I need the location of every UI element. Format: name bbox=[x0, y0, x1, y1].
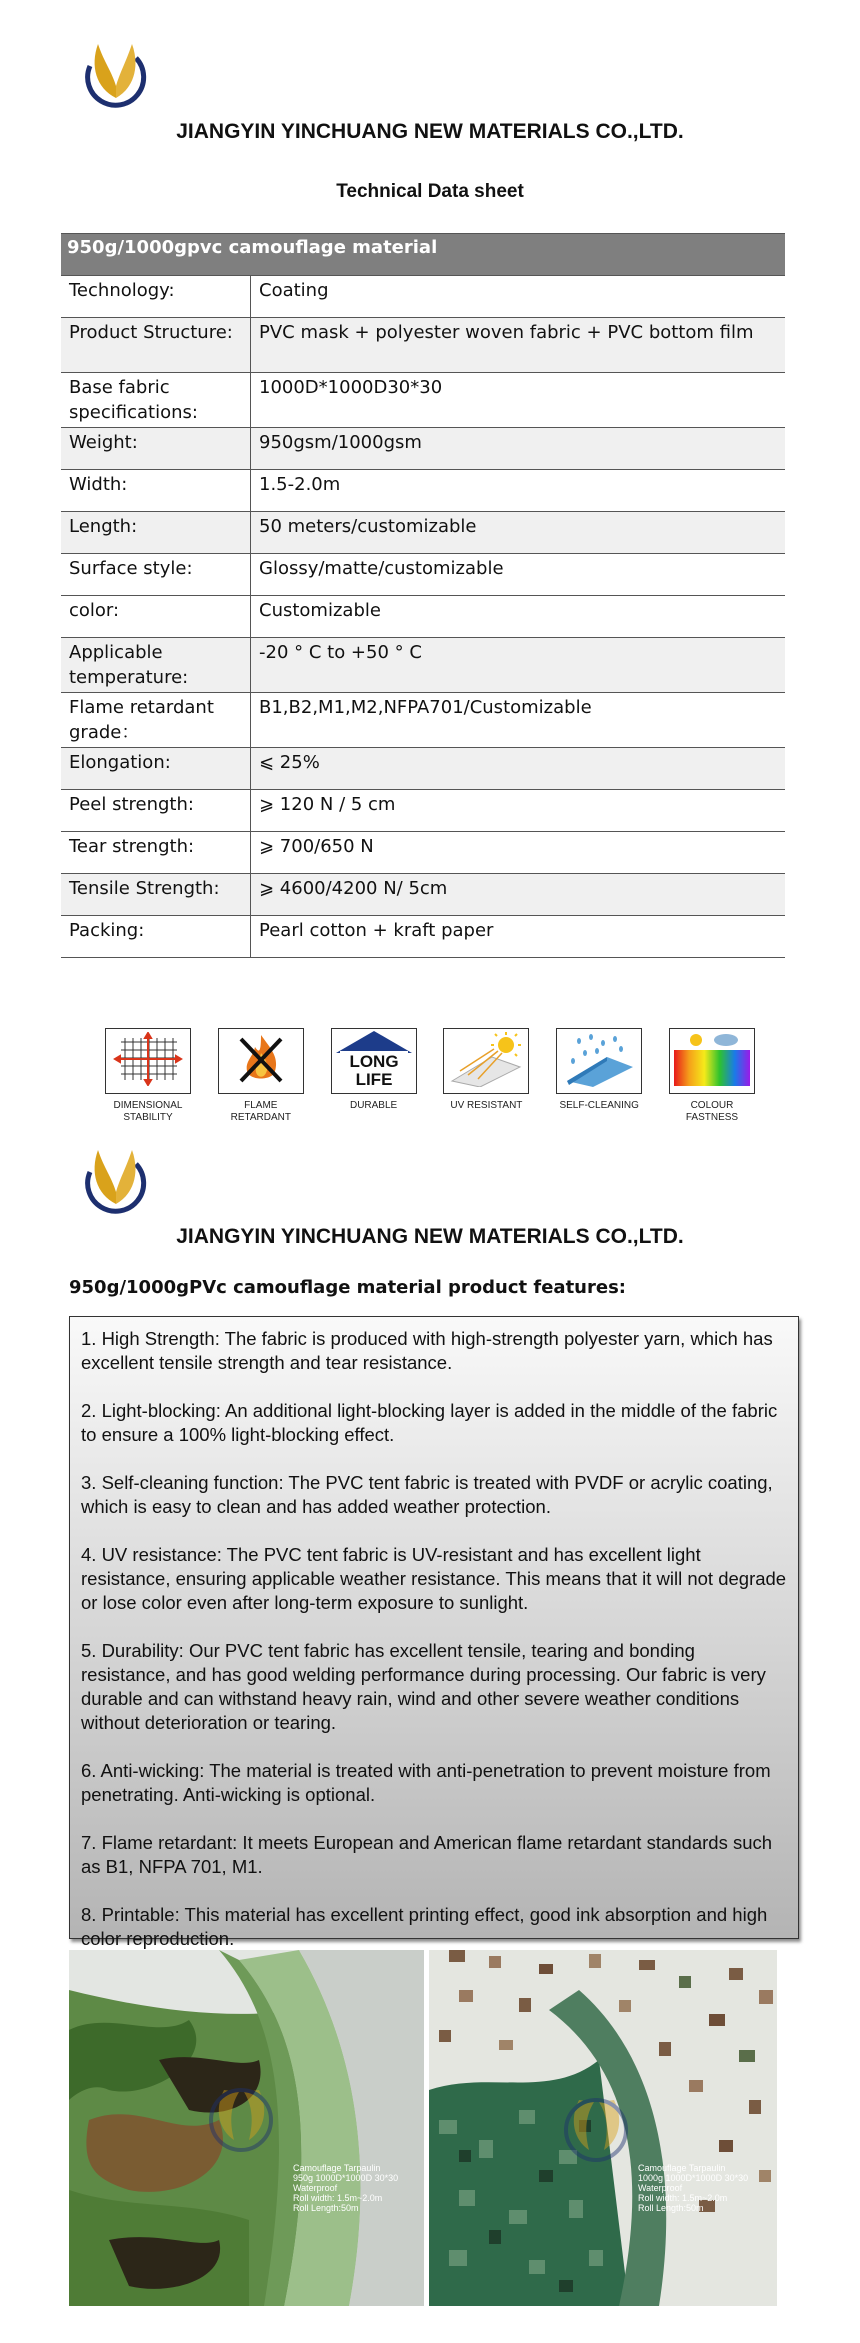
row-value: 950gsm/1000gsm bbox=[259, 432, 422, 453]
badge-self-cleaning bbox=[551, 1028, 647, 1124]
features-heading: 950g/1000gPVc camouflage material product features: bbox=[69, 1277, 626, 1298]
badge-caption: SELF-CLEANING bbox=[559, 1100, 639, 1111]
row-value: ⩾ 700/650 N bbox=[259, 836, 374, 857]
row-label: Length: bbox=[61, 512, 251, 553]
row-value: B1,B2,M1,M2,NFPA701/Customizable bbox=[259, 697, 592, 718]
table-row bbox=[61, 832, 785, 874]
spec-table-title: 950g/1000gpvc camouflage material bbox=[61, 234, 785, 276]
table-row bbox=[61, 512, 785, 554]
row-value: ⩾ 120 N / 5 cm bbox=[259, 794, 396, 815]
row-label: Product Structure: bbox=[61, 318, 251, 372]
row-label: Surface style: bbox=[61, 554, 251, 595]
photo-caption: Camouflage Tarpaulin 950g 1000D*1000D 30*30 Waterproof Roll width: 1.5m~2.0m Roll Length:50m bbox=[293, 2163, 399, 2213]
row-label: Weight: bbox=[61, 428, 251, 469]
table-row bbox=[61, 596, 785, 638]
table-row bbox=[61, 428, 785, 470]
table-row bbox=[61, 470, 785, 512]
table-row bbox=[61, 318, 785, 373]
badge-caption: DURABLE bbox=[349, 1100, 398, 1111]
feature-item: 2. Light-blocking: An additional light-blocking layer is added in the middle of the fabric to ensure a 100% light-blocking effect. bbox=[81, 1400, 778, 1445]
feature-item: 4. UV resistance: The PVC tent fabric is UV-resistant and has excellent light resistance, ensuring applicable weather resistance. This means that it will not degrade or lose color even after long-term exposure to sunlight. bbox=[81, 1544, 787, 1613]
row-label: Packing: bbox=[61, 916, 251, 957]
property-badges bbox=[100, 1028, 760, 1124]
row-value: -20 ° C to +50 ° C bbox=[259, 642, 422, 663]
feature-item: 5. Durability: Our PVC tent fabric has excellent tensile, tearing and bonding resistance, and has good welding performance during processing. Our fabric is very durable and can withstand heavy rain, wind and other severe weather conditions without deterioration or tearing. bbox=[81, 1640, 766, 1733]
feature-item: 3. Self-cleaning function: The PVC tent fabric is treated with PVDF or acrylic coating, which is easy to clean and has added weather protection. bbox=[81, 1472, 773, 1517]
row-value: Customizable bbox=[259, 600, 381, 621]
company-name: JIANGYIN YINCHUANG NEW MATERIALS CO.,LTD. bbox=[176, 1225, 684, 1248]
svg-text:LONG: LONG bbox=[349, 1052, 399, 1071]
table-row bbox=[61, 916, 785, 958]
badge-dimensional-stability bbox=[100, 1028, 196, 1124]
company-logo bbox=[76, 1142, 156, 1222]
table-row bbox=[61, 638, 785, 693]
feature-item: 1. High Strength: The fabric is produced with high-strength polyester yarn, which has excellent tensile strength and tear resistance. bbox=[81, 1328, 773, 1373]
features-box bbox=[69, 1316, 799, 1949]
company-name: JIANGYIN YINCHUANG NEW MATERIALS CO.,LTD. bbox=[176, 120, 684, 143]
row-label: Elongation: bbox=[61, 748, 251, 789]
feature-item: 7. Flame retardant: It meets European and American flame retardant standards such as B1, NFPA 701, M1. bbox=[81, 1832, 773, 1877]
row-value: 50 meters/customizable bbox=[259, 516, 477, 537]
rainbow-icon bbox=[672, 1030, 752, 1092]
sheet-title: Technical Data sheet bbox=[336, 181, 524, 202]
row-value: 1.5-2.0m bbox=[259, 474, 341, 495]
svg-text:LIFE: LIFE bbox=[355, 1070, 393, 1089]
rain-icon bbox=[561, 1031, 637, 1091]
row-label: Flame retardant grade： bbox=[61, 693, 251, 747]
row-value: ⩽ 25% bbox=[259, 752, 320, 773]
badge-colour-fastness bbox=[664, 1028, 760, 1124]
badge-uv-resistant bbox=[438, 1028, 534, 1124]
table-row bbox=[61, 373, 785, 428]
table-row bbox=[61, 276, 785, 318]
badge-caption: COLOUR FASTNESS bbox=[685, 1100, 739, 1123]
company-logo bbox=[76, 36, 156, 116]
no-fire-icon bbox=[231, 1031, 291, 1091]
row-value: ⩾ 4600/4200 N/ 5cm bbox=[259, 878, 448, 899]
row-value: Pearl cotton + kraft paper bbox=[259, 920, 494, 941]
row-value: PVC mask + polyester woven fabric + PVC bottom film bbox=[259, 322, 754, 343]
badge-caption: DIMENSIONAL STABILITY bbox=[113, 1100, 183, 1123]
row-value: Coating bbox=[259, 280, 329, 301]
table-row bbox=[61, 554, 785, 596]
photo-caption: Camouflage Tarpaulin 1000g 1000D*1000D 30*30 Waterproof Roll width: 1.5m~2.0m Roll Length:50m bbox=[638, 2163, 749, 2213]
table-row bbox=[61, 790, 785, 832]
badge-durable bbox=[326, 1028, 422, 1124]
row-label: color: bbox=[61, 596, 251, 637]
digital-camouflage-photo bbox=[429, 1950, 777, 2306]
row-label: Tensile Strength: bbox=[61, 874, 251, 915]
row-label: Tear strength: bbox=[61, 832, 251, 873]
row-label: Technology: bbox=[61, 276, 251, 317]
badge-caption: UV RESISTANT bbox=[450, 1100, 523, 1111]
grid-icon bbox=[113, 1032, 183, 1090]
badge-caption: FLAME RETARDANT bbox=[230, 1100, 291, 1123]
table-row bbox=[61, 874, 785, 916]
row-label: Peel strength: bbox=[61, 790, 251, 831]
long-life-icon bbox=[334, 1029, 414, 1093]
badge-flame-retardant bbox=[213, 1028, 309, 1124]
feature-item: 6. Anti-wicking: The material is treated with anti-penetration to prevent moisture from penetrating. Anti-wicking is optional. bbox=[81, 1760, 771, 1805]
row-value: 1000D*1000D30*30 bbox=[259, 377, 443, 398]
row-label: Applicable temperature: bbox=[61, 638, 251, 692]
table-row bbox=[61, 693, 785, 748]
row-label: Base fabric specifications: bbox=[61, 373, 251, 427]
row-label: Width: bbox=[61, 470, 251, 511]
feature-item: 8. Printable: This material has excellent printing effect, good ink absorption and high color reproduction. bbox=[81, 1904, 768, 1949]
table-row bbox=[61, 748, 785, 790]
spec-table bbox=[61, 233, 785, 958]
row-value: Glossy/matte/customizable bbox=[259, 558, 504, 579]
sun-icon bbox=[448, 1031, 524, 1091]
woodland-camouflage-photo bbox=[69, 1950, 424, 2306]
